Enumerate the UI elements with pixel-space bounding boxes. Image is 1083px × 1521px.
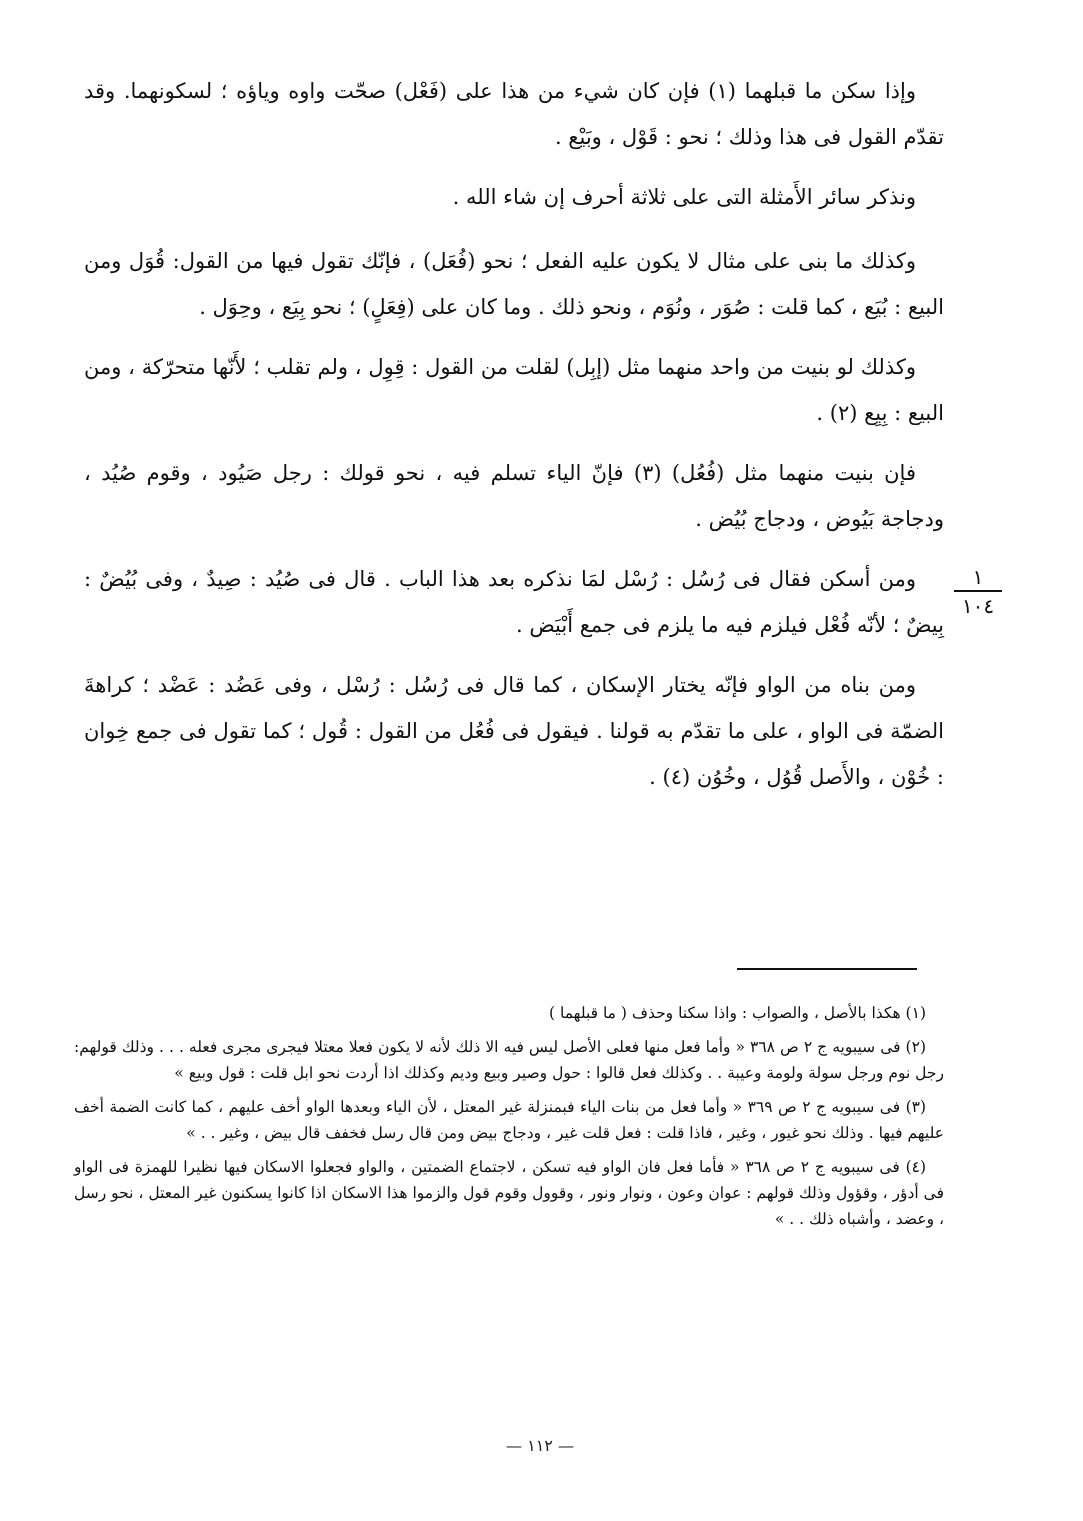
paragraph-7: ومن بناه من الواو فإنّه يختار الإسكان ، كما قال فى رُسُل : رُسْل ، وفى عَضُد : عَضْد ؛ كراهةَ الضمّة فى الواو ، على ما تقدّم به قولنا . فيقول فى فُعُل من القول : قُول ؛ كما تقول فى جمع خِوان : خُوْن ، والأَصل قُوُل ، وخُوُن (٤) . (84, 673, 944, 789)
footnote-2: (٢) فى سيبويه ج ٢ ص ٣٦٨ « وأما فعل منها فعلى الأصل ليس فيه الا ذلك لأنه لا يكون فعلا معتلا فيجرى مجرى فعله . . . وذلك قولهم: رجل نوم ورجل سولة ولومة وعيبة . . وكذلك فعل قالوا : حول وصير وبيع وديم وكذلك اذا أردت نحو ابل قلت : قول وبيع » (74, 1038, 944, 1082)
paragraph-4: وكذلك لو بنيت من واحد منهما مثل (إبِل) لقلت من القول : قِوِل ، ولم تقلب ؛ لأَنّها متحرّكة ، ومن البيع : بِيِع (٢) . (84, 355, 944, 425)
footnotes (74, 1000, 944, 1240)
margin-ref-top: ١ (972, 565, 984, 589)
page-number: — ١١٢ — (506, 1436, 574, 1455)
paragraph-3: وكذلك ما بنى على مثال لا يكون عليه الفعل ؛ نحو (فُعَل) ، فإنّك تقول فيها من القول: قُوَل ومن البيع : بُيَع ، كما قلت : صُوَر ، ونُوَم ، ونحو ذلك . وما كان على (فِعَلٍ) ؛ نحو بِيَع ، وحِوَل . (84, 249, 944, 319)
footnote-4: (٤) فى سيبويه ج ٢ ص ٣٦٨ « فأما فعل فان الواو فيه تسكن ، لاجتماع الضمتين ، والواو فجعلوا الاسكان فيها نظيرا للهمزة فى الواو فى أدؤر ، وقؤول وذلك قولهم : عوان وعون ، ونوار ونور ، وقوول وقوم قول والزموا هذا الاسكان اذا كانوا يسكنون غير المعتل ، نحو رسل ، وعضد ، وأشباه ذلك . . » (74, 1158, 944, 1228)
paragraph-6: ومن أسكن فقال فى رُسُل : رُسْل لمَا نذكره بعد هذا الباب . قال فى صُيُد : صِيدٌ ، وفى بُيُضٌ : بِيضٌ ؛ لأنّه فُعْل فيلزم فيه ما يلزم فى جمع أَبْيَض . (84, 567, 944, 637)
margin-ref-rule (954, 590, 1002, 592)
main-text (84, 68, 944, 814)
footnote-1: (١) هكذا بالأصل ، والصواب : واذا سكنا وحذف ( ما قبلهما ) (549, 1004, 926, 1022)
margin-page-reference (948, 566, 1008, 618)
footnote-separator (737, 968, 917, 970)
paragraph-2: ونذكر سائر الأَمثلة التى على ثلاثة أحرف إن شاء الله . (452, 185, 916, 209)
margin-ref-bottom: ١٠٤ (961, 594, 995, 618)
footnote-3: (٣) فى سيبويه ج ٢ ص ٣٦٩ « وأما فعل من بنات الياء فبمنزلة غير المعتل ، لأن الياء وبعدها الواو أخف عليهم ، كما كانت الضمة أخف عليهم فيها . وذلك نحو غيور ، وغير ، فاذا قلت : فعل قلت غير ، ودجاج بيض ومن قال رسل فخفف قال بيض ، وغير . . » (74, 1098, 944, 1142)
paragraph-1: وإذا سكن ما قبلهما (١) فإن كان شيء من هذا على (فَعْل) صحّت واوه وياؤه ؛ لسكونهما. وقد تقدّم القول فى هذا وذلك ؛ نحو : قَوْل ، وبَيْع . (84, 79, 944, 149)
paragraph-5: فإن بنيت منهما مثل (فُعُل) (٣) فإنّ الياء تسلم فيه ، نحو قولك : رجل صَيُود ، وقوم صُيُد ، ودجاجة بَيُوض ، ودجاج بُيُض . (84, 461, 944, 531)
